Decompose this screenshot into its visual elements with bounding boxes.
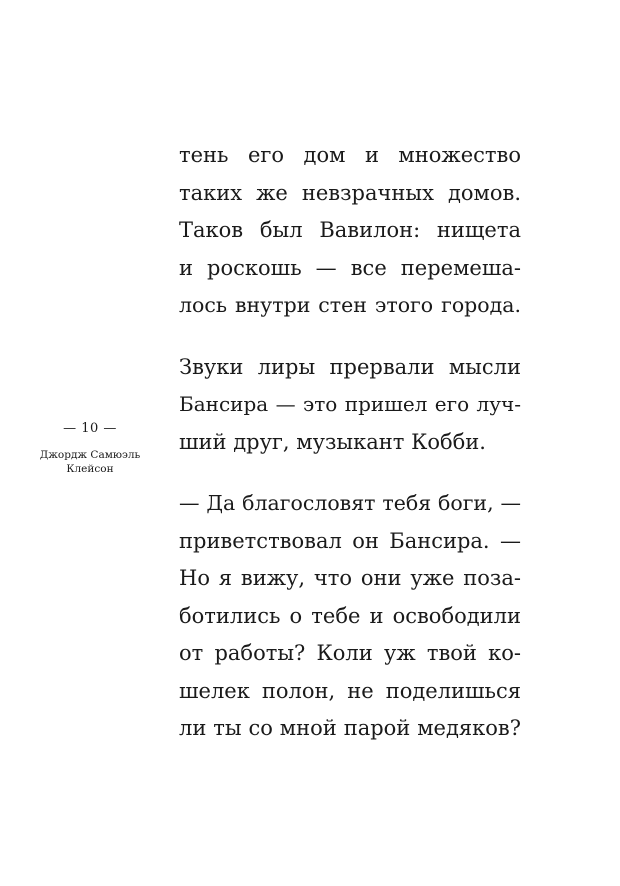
paragraph	[179, 349, 521, 462]
author-name-line: Клейсон	[66, 463, 114, 475]
text-line: Бансира — это пришел его луч-	[179, 392, 521, 416]
text-line: шелек полон, не поделишься	[179, 678, 521, 703]
text-line: Звуки лиры прервали мысли	[179, 354, 521, 379]
text-line: ший друг, музыкант Кобби.	[179, 429, 486, 454]
author-name	[30, 448, 150, 476]
paragraph	[179, 137, 521, 325]
text-line: ли ты со мной парой медяков?	[179, 716, 521, 740]
paragraph	[179, 485, 521, 748]
text-line: ботились о тебе и освободили	[179, 603, 521, 628]
text-line: от работы? Коли уж твой ко-	[179, 641, 521, 665]
author-name-line: Джордж Самюэль	[39, 449, 141, 461]
text-line: Но я вижу, что они уже поза-	[179, 566, 521, 590]
body-text	[179, 137, 521, 772]
text-line: лось внутри стен этого города.	[179, 293, 521, 317]
text-line: таких же невзрачных домов.	[179, 180, 521, 205]
text-line: Таков был Вавилон: нищета	[179, 218, 521, 242]
running-footer	[30, 420, 150, 476]
text-line: приветствовал он Бансира. —	[179, 528, 521, 553]
text-line: тень его дом и множество	[179, 143, 521, 167]
text-line: и роскошь — все перемеша-	[179, 255, 521, 280]
page-number: — 10 —	[63, 421, 117, 436]
text-line: — Да благословят тебя боги, —	[179, 491, 521, 515]
